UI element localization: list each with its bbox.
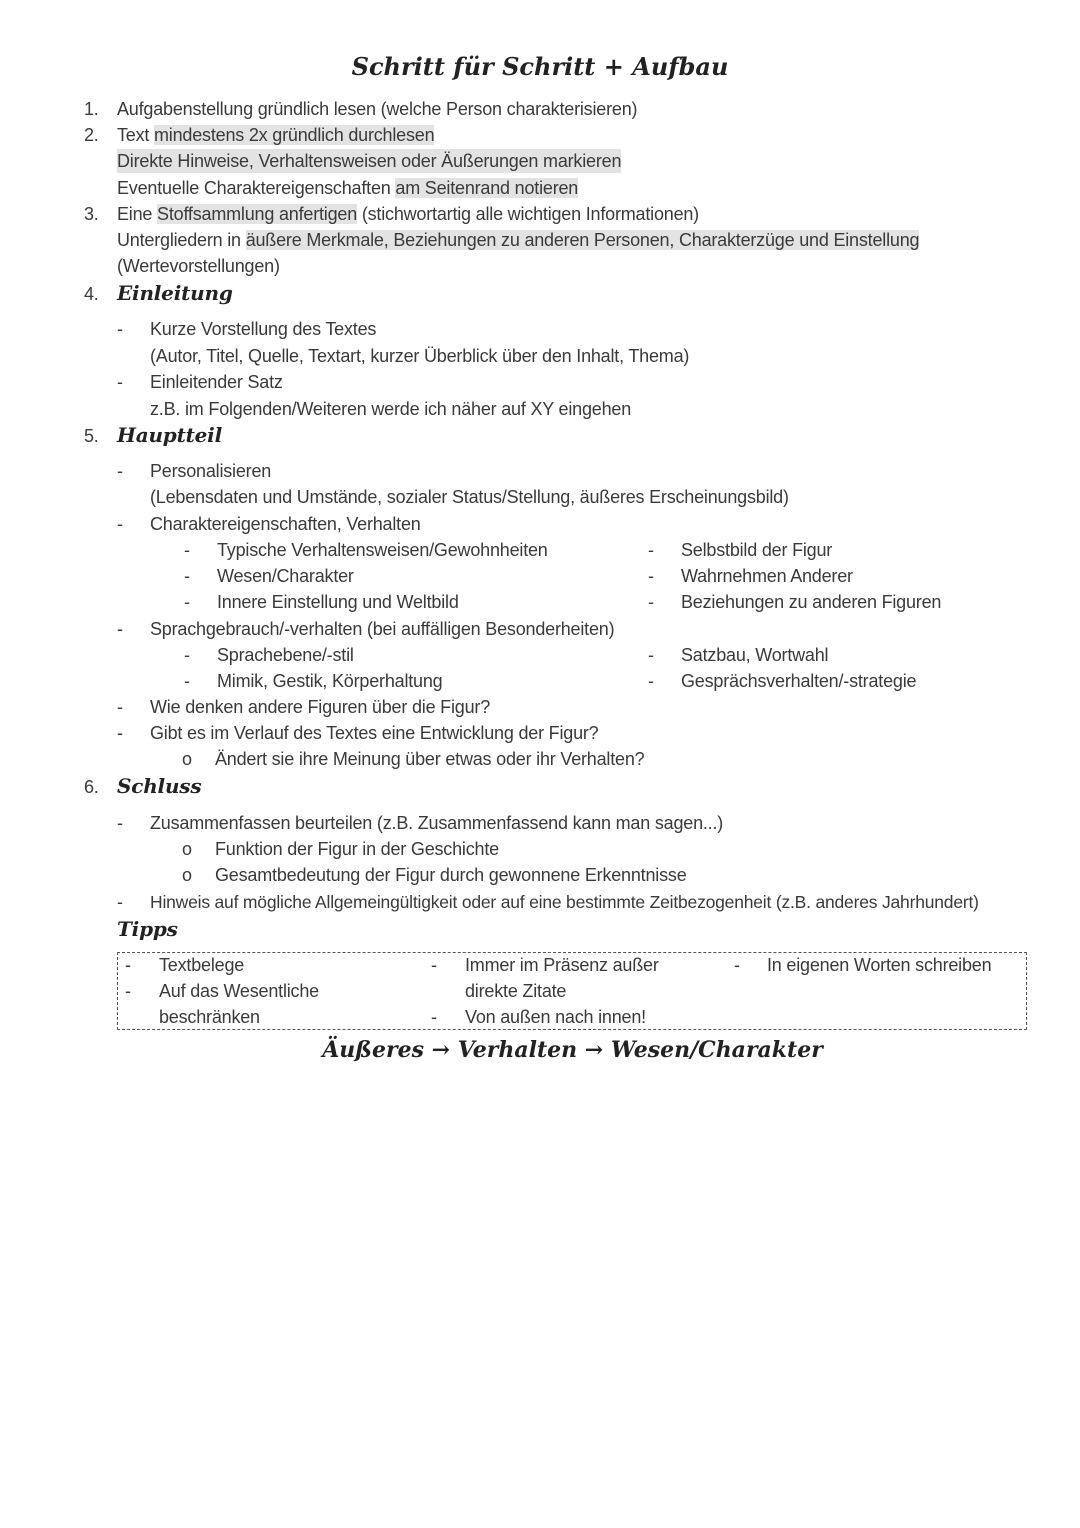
hauptteil-item-2: Charaktereigenschaften, Verhalten [150, 514, 421, 534]
step-3-highlight: Stoffsammlung anfertigen [157, 204, 358, 224]
section-4-number: 4. [84, 284, 99, 304]
schluss-item-1-sub: Gesamtbedeutung der Figur durch gewonnene Erkenntnisse [215, 865, 687, 885]
tipps-col-1: Auf das Wesentliche [159, 981, 319, 1001]
step-2-line-2: Direkte Hinweise, Verhaltensweisen oder Äußerungen markieren [117, 151, 622, 171]
hauptteil-item-2-sub-left: Wesen/Charakter [217, 566, 354, 586]
hauptteil-item-2-sub-right: Wahrnehmen Anderer [681, 566, 853, 586]
bullet-dash: - [125, 981, 131, 1001]
step-2-text [117, 123, 434, 147]
hauptteil-item-2-sub-left: Innere Einstellung und Weltbild [217, 592, 459, 612]
tipps-col-2: Von außen nach innen! [465, 1007, 646, 1027]
step-3-text-plain: Eine [117, 204, 158, 224]
einleitung-item-2: Einleitender Satz [150, 372, 283, 392]
tipps-col-2: Immer im Präsenz außer [465, 955, 659, 975]
bullet-dash: - [648, 566, 654, 586]
page-title: Schritt für Schritt + Aufbau [351, 52, 729, 81]
section-6-number: 6. [84, 777, 99, 797]
section-5-number: 5. [84, 426, 99, 446]
bullet-circle: o [182, 839, 192, 859]
einleitung-item-1-sub: (Autor, Titel, Quelle, Textart, kurzer Überblick über den Inhalt, Thema) [150, 346, 690, 366]
step-1-number: 1. [84, 99, 99, 119]
step-3-text [117, 202, 699, 226]
step-2-line-3-highlight: am Seitenrand notieren [395, 178, 579, 198]
bullet-circle: o [182, 865, 192, 885]
bullet-dash: - [117, 892, 123, 912]
einleitung-item-1: Kurze Vorstellung des Textes [150, 319, 377, 339]
step-2-highlight: mindestens 2x gründlich durchlesen [154, 125, 435, 145]
step-3-line-2-highlight: äußere Merkmale, Beziehungen zu anderen Personen, Charakterzüge und Einstellung [245, 230, 920, 250]
hauptteil-item-2-sub-left: Typische Verhaltensweisen/Gewohnheiten [217, 540, 548, 560]
bullet-dash: - [431, 955, 437, 975]
bullet-dash: - [648, 592, 654, 612]
tipps-col-1: beschränken [159, 1007, 260, 1027]
bullet-dash: - [125, 955, 131, 975]
bullet-dash: - [184, 671, 190, 691]
bullet-circle: o [182, 749, 192, 769]
bullet-dash: - [184, 566, 190, 586]
hauptteil-item-5-sub: Ändert sie ihre Meinung über etwas oder ihr Verhalten? [215, 749, 645, 769]
step-3-number: 3. [84, 204, 99, 224]
hauptteil-item-3-sub-left: Mimik, Gestik, Körperhaltung [217, 671, 443, 691]
step-2-text-plain: Text [117, 125, 155, 145]
hauptteil-item-2-sub-right: Selbstbild der Figur [681, 540, 833, 560]
tipps-col-1: Textbelege [159, 955, 245, 975]
bullet-dash: - [431, 1007, 437, 1027]
einleitung-heading: Einleitung [117, 281, 233, 305]
schluss-item-1-sub: Funktion der Figur in der Geschichte [215, 839, 499, 859]
hauptteil-item-3-sub-right: Gesprächsverhalten/-strategie [681, 671, 917, 691]
bullet-dash: - [734, 955, 740, 975]
hauptteil-item-4: Wie denken andere Figuren über die Figur? [150, 697, 491, 717]
step-1-text: Aufgabenstellung gründlich lesen (welche Person charakterisieren) [117, 99, 638, 119]
tipps-col-2: direkte Zitate [465, 981, 567, 1001]
bullet-dash: - [117, 813, 123, 833]
hauptteil-item-1: Personalisieren [150, 461, 272, 481]
bullet-dash: - [117, 372, 123, 392]
schluss-item-1: Zusammenfassen beurteilen (z.B. Zusammenfassend kann man sagen...) [150, 813, 724, 833]
schluss-item-2: Hinweis auf mögliche Allgemeingültigkeit oder auf eine bestimmte Zeitbezogenheit (z.B. anderes Jahrhundert) [150, 892, 979, 912]
step-3-line-2-plain: Untergliedern in [117, 230, 246, 250]
step-3-line-2 [117, 228, 919, 252]
hauptteil-item-3-sub-left: Sprachebene/-stil [217, 645, 354, 665]
bullet-dash: - [117, 461, 123, 481]
bullet-dash: - [117, 619, 123, 639]
bullet-dash: - [648, 671, 654, 691]
step-3-line-3: (Wertevorstellungen) [117, 256, 280, 276]
hauptteil-heading: Hauptteil [117, 423, 222, 447]
character-flow: Äußeres → Verhalten → Wesen/Charakter [322, 1037, 823, 1063]
step-2-number: 2. [84, 125, 99, 145]
hauptteil-item-3: Sprachgebrauch/-verhalten (bei auffälligen Besonderheiten) [150, 619, 615, 639]
hauptteil-item-1-sub: (Lebensdaten und Umstände, sozialer Status/Stellung, äußeres Erscheinungsbild) [150, 487, 789, 507]
hauptteil-item-3-sub-right: Satzbau, Wortwahl [681, 645, 829, 665]
bullet-dash: - [117, 723, 123, 743]
bullet-dash: - [184, 645, 190, 665]
tipps-col-3: In eigenen Worten schreiben [767, 955, 992, 975]
bullet-dash: - [184, 540, 190, 560]
bullet-dash: - [117, 319, 123, 339]
bullet-dash: - [117, 514, 123, 534]
bullet-dash: - [648, 645, 654, 665]
bullet-dash: - [648, 540, 654, 560]
hauptteil-item-2-sub-right: Beziehungen zu anderen Figuren [681, 592, 942, 612]
step-3-text-rest: (stichwortartig alle wichtigen Informationen) [357, 204, 699, 224]
tipps-heading: Tipps [117, 917, 178, 941]
step-2-line-3 [117, 176, 578, 200]
step-2-line-3-plain: Eventuelle Charaktereigenschaften [117, 178, 396, 198]
hauptteil-item-5: Gibt es im Verlauf des Textes eine Entwicklung der Figur? [150, 723, 599, 743]
schluss-heading: Schluss [117, 774, 202, 798]
einleitung-item-2-sub: z.B. im Folgenden/Weiteren werde ich näher auf XY eingehen [150, 399, 632, 419]
bullet-dash: - [184, 592, 190, 612]
bullet-dash: - [117, 697, 123, 717]
